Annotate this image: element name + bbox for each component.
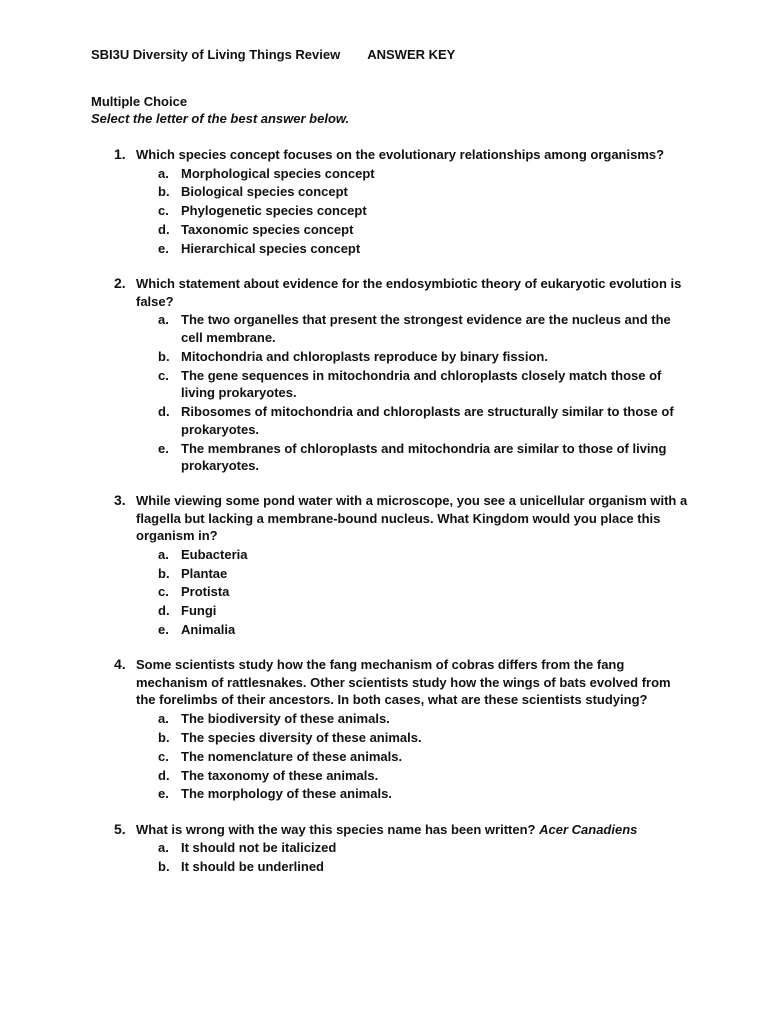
answer-option [136,440,691,475]
option-letter: d. [158,603,170,619]
answer-option [136,621,691,639]
answer-options [136,839,691,875]
option-text: Plantae [181,565,228,581]
question-number: 4. [114,656,126,673]
answer-option [136,565,691,583]
option-text: Protista [181,584,230,600]
option-letter: d. [158,404,170,420]
question-number: 5. [114,820,126,837]
question-1 [91,146,691,258]
question-text: Which statement about evidence for the endosymbiotic theory of eukaryotic evolution is false? [136,276,682,309]
option-text: Hierarchical species concept [181,241,361,257]
option-letter: b. [158,858,170,874]
answer-option [136,202,691,220]
option-text: Mitochondria and chloroplasts reproduce by binary fission. [181,348,548,364]
option-letter: c. [158,748,169,764]
option-letter: c. [158,203,169,219]
answer-option [136,165,691,183]
section-title: Multiple Choice [91,94,188,109]
option-letter: e. [158,786,169,802]
option-text: The species diversity of these animals. [181,729,422,745]
question-5 [91,821,691,876]
question-number: 2. [114,275,126,292]
option-text: The biodiversity of these animals. [181,710,390,726]
answer-option [136,858,691,876]
answer-option [136,348,691,366]
document-title: SBI3U Diversity of Living Things Review [91,47,341,62]
option-text: The taxonomy of these animals. [181,767,379,783]
option-letter: a. [158,546,169,562]
answer-option [136,710,691,728]
question-4 [91,656,691,803]
option-letter: e. [158,241,169,257]
answer-option [136,311,691,346]
option-letter: b. [158,565,170,581]
answer-option [136,367,691,402]
answer-option [136,221,691,239]
answer-option [136,602,691,620]
option-letter: e. [158,440,169,456]
option-letter: d. [158,767,170,783]
answer-option [136,583,691,601]
answer-option [136,240,691,258]
option-letter: d. [158,222,170,238]
option-text: The morphology of these animals. [181,786,392,802]
option-letter: a. [158,165,169,181]
question-text: Which species concept focuses on the evolutionary relationships among organisms? [136,147,665,162]
option-text: Biological species concept [181,184,348,200]
question-number: 3. [114,492,126,509]
option-letter: a. [158,840,169,855]
option-text: Animalia [181,622,236,638]
question-3 [91,492,691,639]
option-letter: b. [158,184,170,200]
question-text: While viewing some pond water with a microscope, you see a unicellular organism with a flagella but lacking a membrane-bound nucleus. What Kingdom would you place this organism in? [136,493,688,544]
option-text: The nomenclature of these animals. [181,748,403,764]
option-text: It should be underlined [181,858,324,874]
answer-option [136,767,691,785]
option-text: Ribosomes of mitochondria and chloroplasts are structurally similar to those of prokaryotes. [181,404,674,437]
option-text: Eubacteria [181,546,248,562]
option-letter: c. [158,584,169,600]
section-instructions: Select the letter of the best answer below. [91,111,350,126]
answer-option [136,839,691,857]
option-text: The gene sequences in mitochondria and chloroplasts closely match those of living prokaryotes. [181,367,662,401]
option-text: The two organelles that present the strongest evidence are the nucleus and the cell membrane. [181,312,671,345]
option-text: Phylogenetic species concept [181,203,367,219]
answer-key-label: ANSWER KEY [367,47,456,62]
answer-option [136,546,691,564]
question-number: 1. [114,146,126,162]
option-letter: b. [158,729,170,745]
question-text-block [136,821,691,839]
question-list [91,146,691,893]
answer-option [136,748,691,766]
document-header [91,47,455,62]
answer-options [136,546,691,639]
answer-options [136,311,691,475]
answer-option [136,785,691,803]
option-letter: b. [158,348,170,364]
answer-options [136,165,691,258]
question-2 [91,275,691,475]
option-text: Morphological species concept [181,165,375,181]
option-text: Taxonomic species concept [181,222,354,238]
question-text: Some scientists study how the fang mechanism of cobras differs from the fang mechanism of rattlesnakes. Other scientists study how the wings of bats evolved from the forelimbs of their ancestors. In both cases, what are these scientists studying? [136,657,671,708]
option-text: Fungi [181,603,217,619]
question-text: What is wrong with the way this species name has been written? [136,821,536,837]
option-text: It should not be italicized [181,840,337,855]
option-letter: a. [158,312,169,328]
option-text: The membranes of chloroplasts and mitochondria are similar to those of living prokaryotes. [181,440,667,474]
answer-options [136,710,691,803]
option-letter: c. [158,367,169,383]
answer-option [136,729,691,747]
option-letter: e. [158,622,169,638]
option-letter: a. [158,710,169,726]
answer-option [136,183,691,201]
species-name: Acer Canadiens [539,821,638,837]
answer-option [136,403,691,438]
